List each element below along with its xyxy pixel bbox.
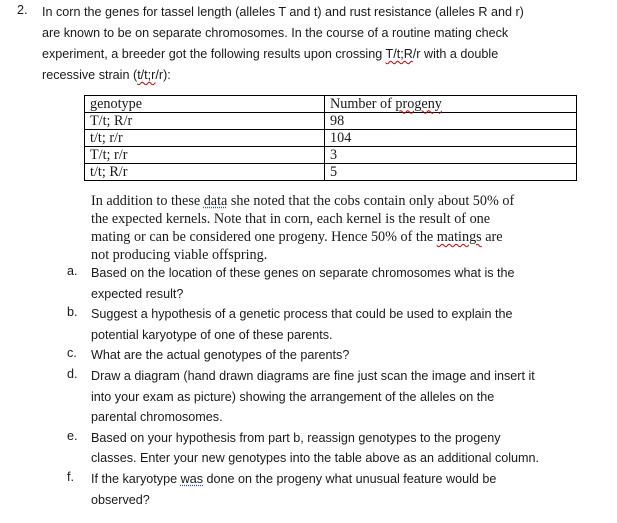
- followup-text: In addition to these: [91, 193, 204, 209]
- intro-text: /r):: [155, 68, 171, 82]
- followup-line: [91, 229, 591, 247]
- followup-text: she noted that the cobs contain only about 50% of: [227, 193, 515, 209]
- sub-question-a: [0, 264, 617, 305]
- table-header-row: [85, 96, 577, 113]
- sub-question-line: What are the actual genotypes of the parents?: [91, 348, 350, 363]
- sub-question-text: [91, 264, 601, 305]
- intro-line: are known to be on separate chromosomes. In the course of a routine mating check: [42, 26, 509, 40]
- table-row: [85, 130, 577, 147]
- table-row: [85, 164, 577, 181]
- followup-line: not producing viable offspring.: [91, 247, 268, 263]
- genotype-cell: T/t; r/r: [85, 147, 325, 164]
- sub-question-line: parental chromosomes.: [91, 410, 223, 425]
- sub-question-e: [0, 429, 617, 470]
- count-cell: 104: [325, 130, 577, 147]
- intro-text: experiment, a breeder got the following results upon crossing: [42, 47, 386, 61]
- header-text: progeny: [395, 95, 442, 112]
- question-intro: [42, 3, 602, 87]
- sub-question-text: [91, 305, 601, 346]
- sub-question-text-part: done on the progeny what unusual feature would be: [203, 471, 497, 486]
- genotype-cell: t/t; r/r: [85, 130, 325, 147]
- genotype-cell: t/t; R/r: [85, 164, 325, 181]
- genotype-notation: T/t;R: [385, 47, 413, 61]
- header-text: Number of: [330, 95, 396, 112]
- progeny-table: [84, 95, 577, 181]
- sub-question-line: into your exam as picture) showing the arrangement of the alleles on the: [91, 389, 495, 404]
- table-row: [85, 113, 577, 130]
- sub-question-letter: e.: [67, 428, 78, 443]
- count-cell: 5: [325, 164, 577, 181]
- header-genotype: genotype: [85, 96, 325, 113]
- genotype-cell: T/t; R/r: [85, 113, 325, 130]
- followup-text: mating or can be considered one progeny. Hence 50% of the: [91, 229, 437, 245]
- sub-question-text-part: If the karyotype: [91, 471, 181, 486]
- sub-question-c: [0, 346, 617, 367]
- followup-line: [91, 193, 591, 211]
- sub-question-letter: b.: [67, 305, 78, 320]
- sub-question-letter: d.: [67, 366, 78, 381]
- intro-line: [42, 45, 602, 66]
- sub-question-text: [91, 367, 601, 429]
- table-row: [85, 147, 577, 164]
- sub-question-list: [0, 264, 617, 511]
- count-cell: 3: [325, 147, 577, 164]
- followup-text: matings: [436, 229, 482, 245]
- sub-question-line: potential karyotype of one of these parents.: [91, 327, 333, 342]
- sub-question-letter: f.: [67, 469, 74, 484]
- header-progeny-count: [325, 96, 577, 113]
- sub-question-text: [91, 470, 601, 511]
- intro-line: [42, 66, 602, 87]
- followup-paragraph: [91, 193, 591, 265]
- intro-text: recessive strain (: [42, 68, 138, 82]
- sub-question-text: [91, 346, 601, 367]
- sub-question-line: Based on your hypothesis from part b, reassign genotypes to the progeny: [91, 430, 501, 445]
- sub-question-letter: c.: [67, 346, 77, 361]
- intro-line: In corn the genes for tassel length (alleles T and t) and rust resistance (alleles R and r): [42, 5, 524, 19]
- genotype-notation: t/t;r: [137, 68, 156, 82]
- sub-question-b: [0, 305, 617, 346]
- sub-question-line: Suggest a hypothesis of a genetic process that could be used to explain the: [91, 307, 513, 322]
- sub-question-line: Based on the location of these genes on separate chromosomes what is the: [91, 266, 515, 280]
- sub-question-letter: a.: [67, 264, 78, 278]
- sub-question-line: Draw a diagram (hand drawn diagrams are fine just scan the image and insert it: [91, 368, 535, 383]
- sub-question-f: [0, 470, 617, 511]
- count-cell: 98: [325, 113, 577, 130]
- followup-line: the expected kernels. Note that in corn, each kernel is the result of one: [91, 211, 491, 227]
- sub-question-line: observed?: [91, 492, 150, 507]
- intro-text: /r with a double: [412, 47, 499, 61]
- sub-question-d: [0, 367, 617, 429]
- sub-question-line: classes. Enter your new genotypes into the table above as an additional column.: [91, 451, 540, 466]
- sub-question-line: [91, 470, 601, 491]
- followup-text: are: [481, 229, 503, 245]
- followup-text: data: [203, 193, 228, 209]
- sub-question-text-part: was: [180, 471, 204, 486]
- sub-question-line: expected result?: [91, 286, 184, 301]
- question-number: 2.: [17, 3, 28, 17]
- sub-question-text: [91, 429, 601, 470]
